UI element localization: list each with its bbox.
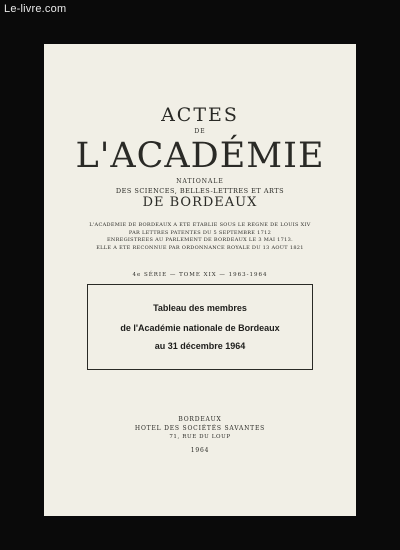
watermark-text: Le-livre.com (4, 3, 67, 15)
cover-subtitle-nationale: NATIONALE (176, 178, 224, 185)
box-line: Tableau des membres (153, 303, 247, 313)
publication-year: 1964 (190, 447, 210, 454)
publisher-city: BORDEAUX (178, 416, 222, 423)
history-line: L'ACADÉMIE DE BORDEAUX A ÉTÉ ÉTABLIE SOUS LE RÈGNE DE LOUIS XIV (89, 222, 311, 228)
history-line: ELLE A ÉTÉ RECONNUE PAR ORDONNANCE ROYALE DU 13 AOÛT 1821 (96, 244, 304, 251)
box-line: au 31 décembre 1964 (154, 341, 246, 351)
cover-subtitle-bordeaux: DE BORDEAUX (142, 195, 258, 210)
box-line: de l'Académie nationale de Bordeaux (120, 323, 280, 333)
cover-title-de: DE (194, 128, 206, 135)
cover-title-actes: ACTES (161, 104, 239, 126)
book-cover (44, 44, 356, 516)
cover-series-line: 4e SÉRIE — TOME XIX — 1963-1964 (132, 272, 268, 278)
cover-title-academie: L'ACADÉMIE (75, 136, 325, 176)
cover-history-text (58, 222, 342, 252)
cover-label-box (87, 284, 313, 370)
cover-subtitle-sciences: DES SCIENCES, BELLES-LETTRES ET ARTS (115, 187, 285, 195)
history-line: ENREGISTRÉES AU PARLEMENT DE BORDEAUX LE 3 MAI 1713. (106, 237, 294, 243)
publisher-name: HOTEL DES SOCIÉTÉS SAVANTES (134, 425, 266, 432)
history-line: PAR LETTRES PATENTES DU 5 SEPTEMBRE 1712 (128, 229, 272, 236)
publisher-address: 71, RUE DU LOUP (169, 434, 231, 440)
